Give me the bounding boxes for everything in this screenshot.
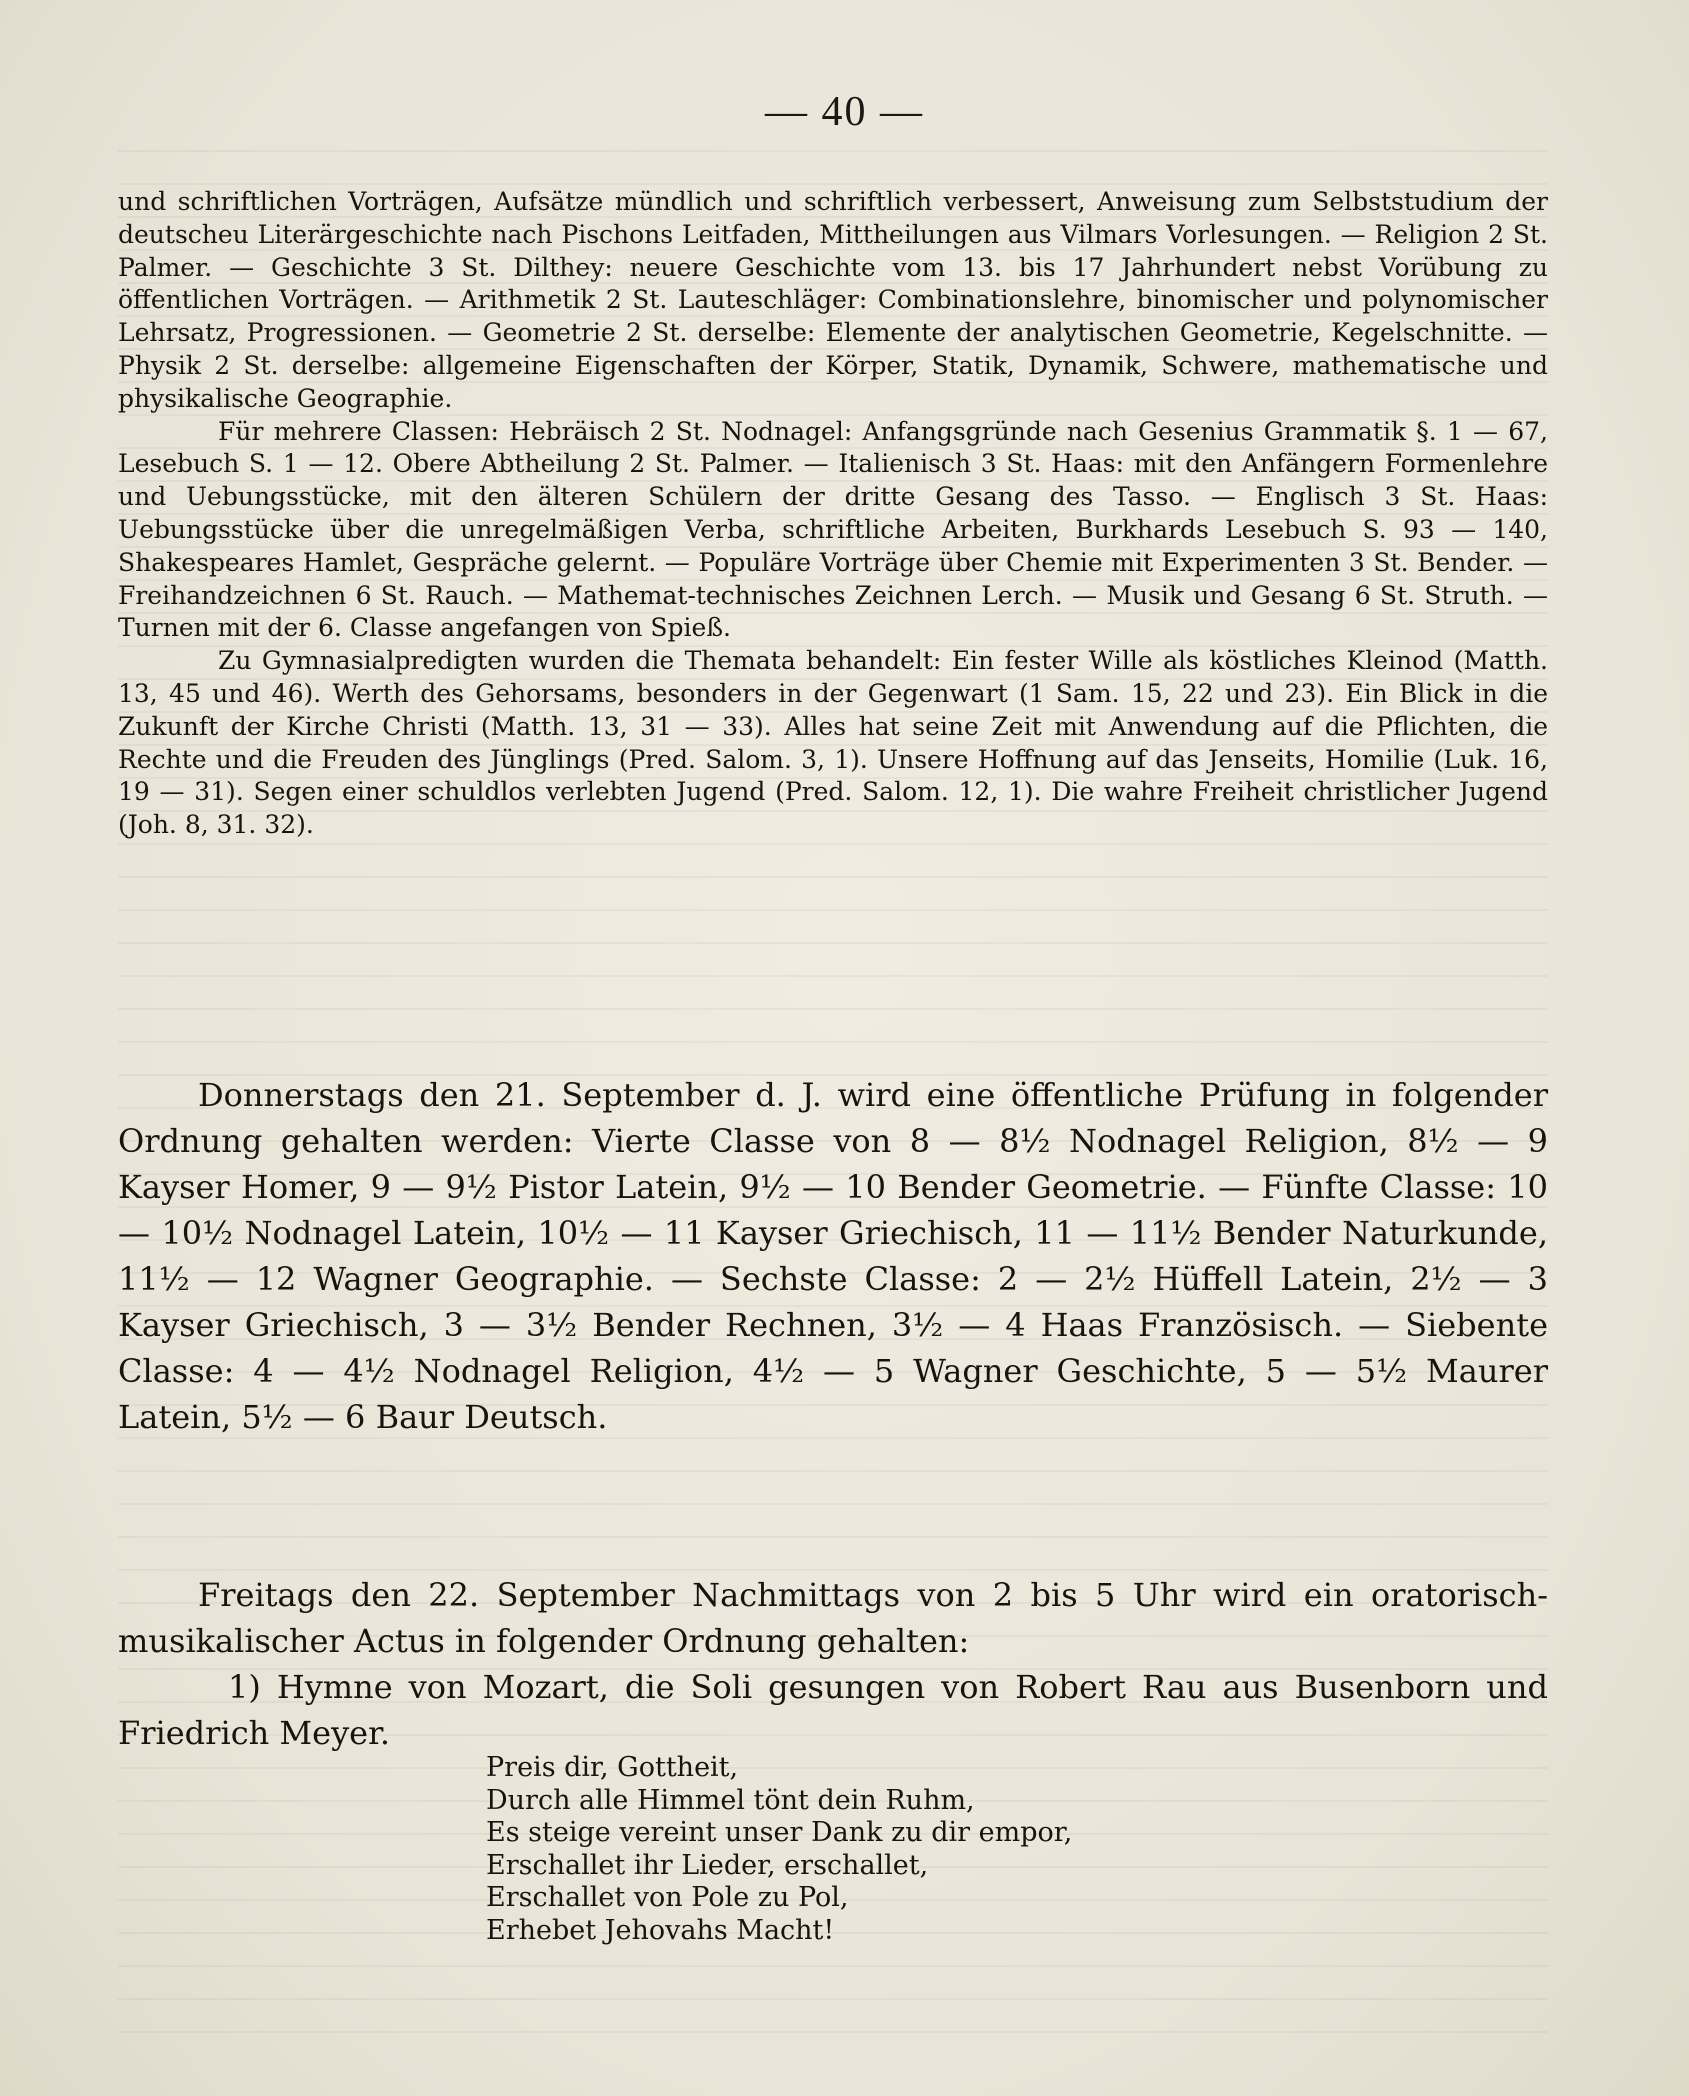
hymn-line: Erschallet ihr Lieder, erschallet, (486, 1849, 929, 1881)
hymn-line: Erschallet von Pole zu Pol, (486, 1882, 849, 1913)
paragraph-sermons: Zu Gymnasialpredigten wurden die Themata behandelt: Ein fester Wille als köstliches Kleinod (Matth. 13, 45 und 46). Werth des Gehorsams, besonders in der Gegenwart (1 Sam. 15, 22 und 23). Ein Blick in die Zukunft der Kirche Christi (Matth. 13, 31 — 33). Alles hat seine Zeit mit Anwendung auf die Pflichten, die Rechte und die Freuden des Jünglings (Pred. Salom. 3, 1). Unsere Hoffnung auf das Jenseits, Homilie (Luk. 16, 19 — 31). Segen einer schuldlos verlebten Jugend (Pred. Salom. 12, 1). Die wahre Freiheit christlicher Jugend (Joh. 8, 31. 32). (118, 646, 1548, 840)
hymn-line: Es steige vereint unser Dank zu dir empor, (486, 1817, 1073, 1848)
paragraph-exam-schedule: Donnerstags den 21. September d. J. wird eine öffentliche Prüfung in folgender Ordnung gehalten werden: Vierte Classe von 8 — 8½ Nodnagel Religion, 8½ — 9 Kayser Homer, 9 — 9½ Pistor Latein, 9½ — 10 Bender Geometrie. — Fünfte Classe: 10 — 10½ Nodnagel Latein, 10½ — 11 Kayser Griechisch, 11 — 11½ Bender Naturkunde, 11½ — 12 Wagner Geographie. — Sechste Classe: 2 — 2½ Hüffell Latein, 2½ — 3 Kayser Griechisch, 3 — 3½ Bender Rechnen, 3½ — 4 Haas Französisch. — Siebente Classe: 4 — 4½ Nodnagel Religion, 4½ — 5 Wagner Geschichte, 5 — 5½ Maurer Latein, 5½ — 6 Baur Deutsch. (118, 1076, 1548, 1436)
curriculum-section (118, 186, 1548, 842)
hymn-line: Durch alle Himmel tönt dein Ruhm, (486, 1784, 975, 1816)
paragraph-subjects: und schriftlichen Vorträgen, Aufsätze mündlich und schriftlich verbessert, Anweisung zum Selbststudium der deutscheu Literärgeschichte nach Pischons Leitfaden, Mittheilungen aus Vilmars Vorlesungen. — Religion 2 St. Palmer. — Geschichte 3 St. Dilthey: neuere Geschichte vom 13. bis 17 Jahrhundert nebst Vorübung zu öffentlichen Vorträgen. — Arithmetik 2 St. Lauteschläger: Combinationslehre, binomischer und polynomischer Lehrsatz, Progressionen. — Geometrie 2 St. derselbe: Elemente der analytischen Geometrie, Kegelschnitte. — Physik 2 St. derselbe: allgemeine Eigenschaften der Körper, Statik, Dynamik, Schwere, mathematische und physikalische Geographie. (118, 187, 1548, 413)
actus-item-1: 1) Hymne von Mozart, die Soli gesungen von Robert Rau aus Busenborn und Friedrich Meyer. (118, 1668, 1548, 1752)
actus-section (118, 1572, 1548, 1756)
paragraph-multiple-classes: Für mehrere Classen: Hebräisch 2 St. Nodnagel: Anfangsgründe nach Gesenius Grammatik §. 1 — 67, Lesebuch S. 1 — 12. Obere Abtheilung 2 St. Palmer. — Italienisch 3 St. Haas: mit den Anfängern Formenlehre und Uebungsstücke, mit den älteren Schülern der dritte Gesang des Tasso. — Englisch 3 St. Haas: Uebungsstücke über die unregelmäßigen Verba, schriftliche Arbeiten, Burkhards Lesebuch S. 93 — 140, Shakespeares Hamlet, Gespräche gelernt. — Populäre Vorträge über Chemie mit Experimenten 3 St. Bender. — Freihandzeichnen 6 St. Rauch. — Mathemat-technisches Zeichnen Lerch. — Musik und Gesang 6 St. Struth. — Turnen mit der 6. Classe angefangen von Spieß. (118, 416, 1548, 643)
paragraph-actus-intro: Freitags den 22. September Nachmittags von 2 bis 5 Uhr wird ein oratorisch-musikalischer Actus in folgender Ordnung gehalten: (118, 1576, 1548, 1660)
exam-schedule-section (118, 1072, 1548, 1440)
hymn-line: Erhebet Jehovahs Macht! (486, 1914, 835, 1946)
hymn-line: Preis dir, Gottheit, (486, 1752, 739, 1783)
hymn-text (486, 1752, 1072, 1947)
page-number: — 40 — (765, 89, 924, 135)
